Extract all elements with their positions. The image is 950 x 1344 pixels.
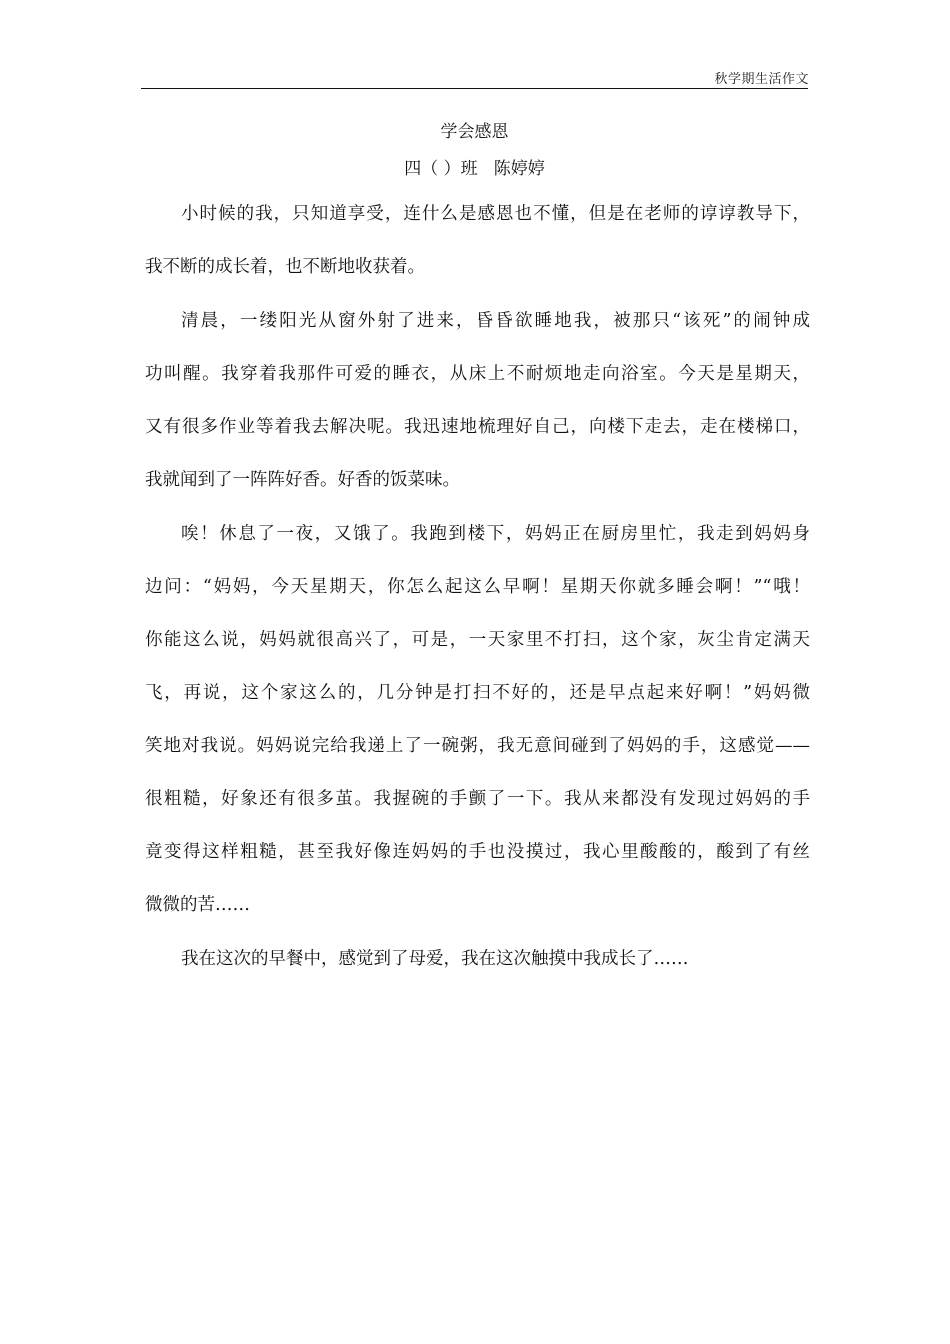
paragraph-line: 我就闻到了一阵阵好香。好香的饭菜味。 [145,470,460,490]
paragraph [145,305,810,496]
paragraph-line: 边问：“妈妈，今天星期天，你怎么起这么早啊！星期天你就多睡会啊！”“哦！ [145,577,810,597]
essay-body [145,198,810,975]
paragraph-line: 清晨，一缕阳光从窗外射了进来，昏昏欲睡地我，被那只“该死”的闹钟成 [181,311,810,331]
paragraph-line: 你能这么说，妈妈就很高兴了，可是，一天家里不打扫，这个家，灰尘肯定满天 [145,630,810,650]
paragraph-line: 又有很多作业等着我去解决呢。我迅速地梳理好自己，向楼下走去，走在楼梯口， [145,417,810,437]
paragraph [145,943,810,975]
essay-byline: 四（ ）班 陈婷婷 [404,159,545,179]
paragraph-line: 飞，再说，这个家这么的，几分钟是打扫不好的，还是早点起来好啊！”妈妈微 [145,683,810,703]
paragraph-line: 笑地对我说。妈妈说完给我递上了一碗粥，我无意间碰到了妈妈的手，这感觉—— [145,736,810,756]
paragraph-line: 竟变得这样粗糙，甚至我好像连妈妈的手也没摸过，我心里酸酸的，酸到了有丝 [145,842,810,862]
paragraph-line: 我在这次的早餐中，感觉到了母爱，我在这次触摸中我成长了…… [181,949,689,969]
paragraph-line: 功叫醒。我穿着我那件可爱的睡衣，从床上不耐烦地走向浴室。今天是星期天， [145,364,810,384]
paragraph-line: 很粗糙，好象还有很多茧。我握碗的手颤了一下。我从来都没有发现过妈妈的手 [145,789,810,809]
essay-title: 学会感恩 [440,122,509,142]
paragraph-line: 微微的苦…… [145,895,250,915]
header-rule [141,88,808,89]
paragraph-line: 小时候的我，只知道享受，连什么是感恩也不懂，但是在老师的谆谆教导下， [181,204,810,224]
paragraph [145,518,810,921]
paragraph-line: 唉！休息了一夜，又饿了。我跑到楼下，妈妈正在厨房里忙，我走到妈妈身 [181,524,810,544]
paragraph-line: 我不断的成长着，也不断地收获着。 [145,257,425,277]
paragraph [145,198,810,283]
running-header: 秋学期生活作文 [714,72,809,87]
